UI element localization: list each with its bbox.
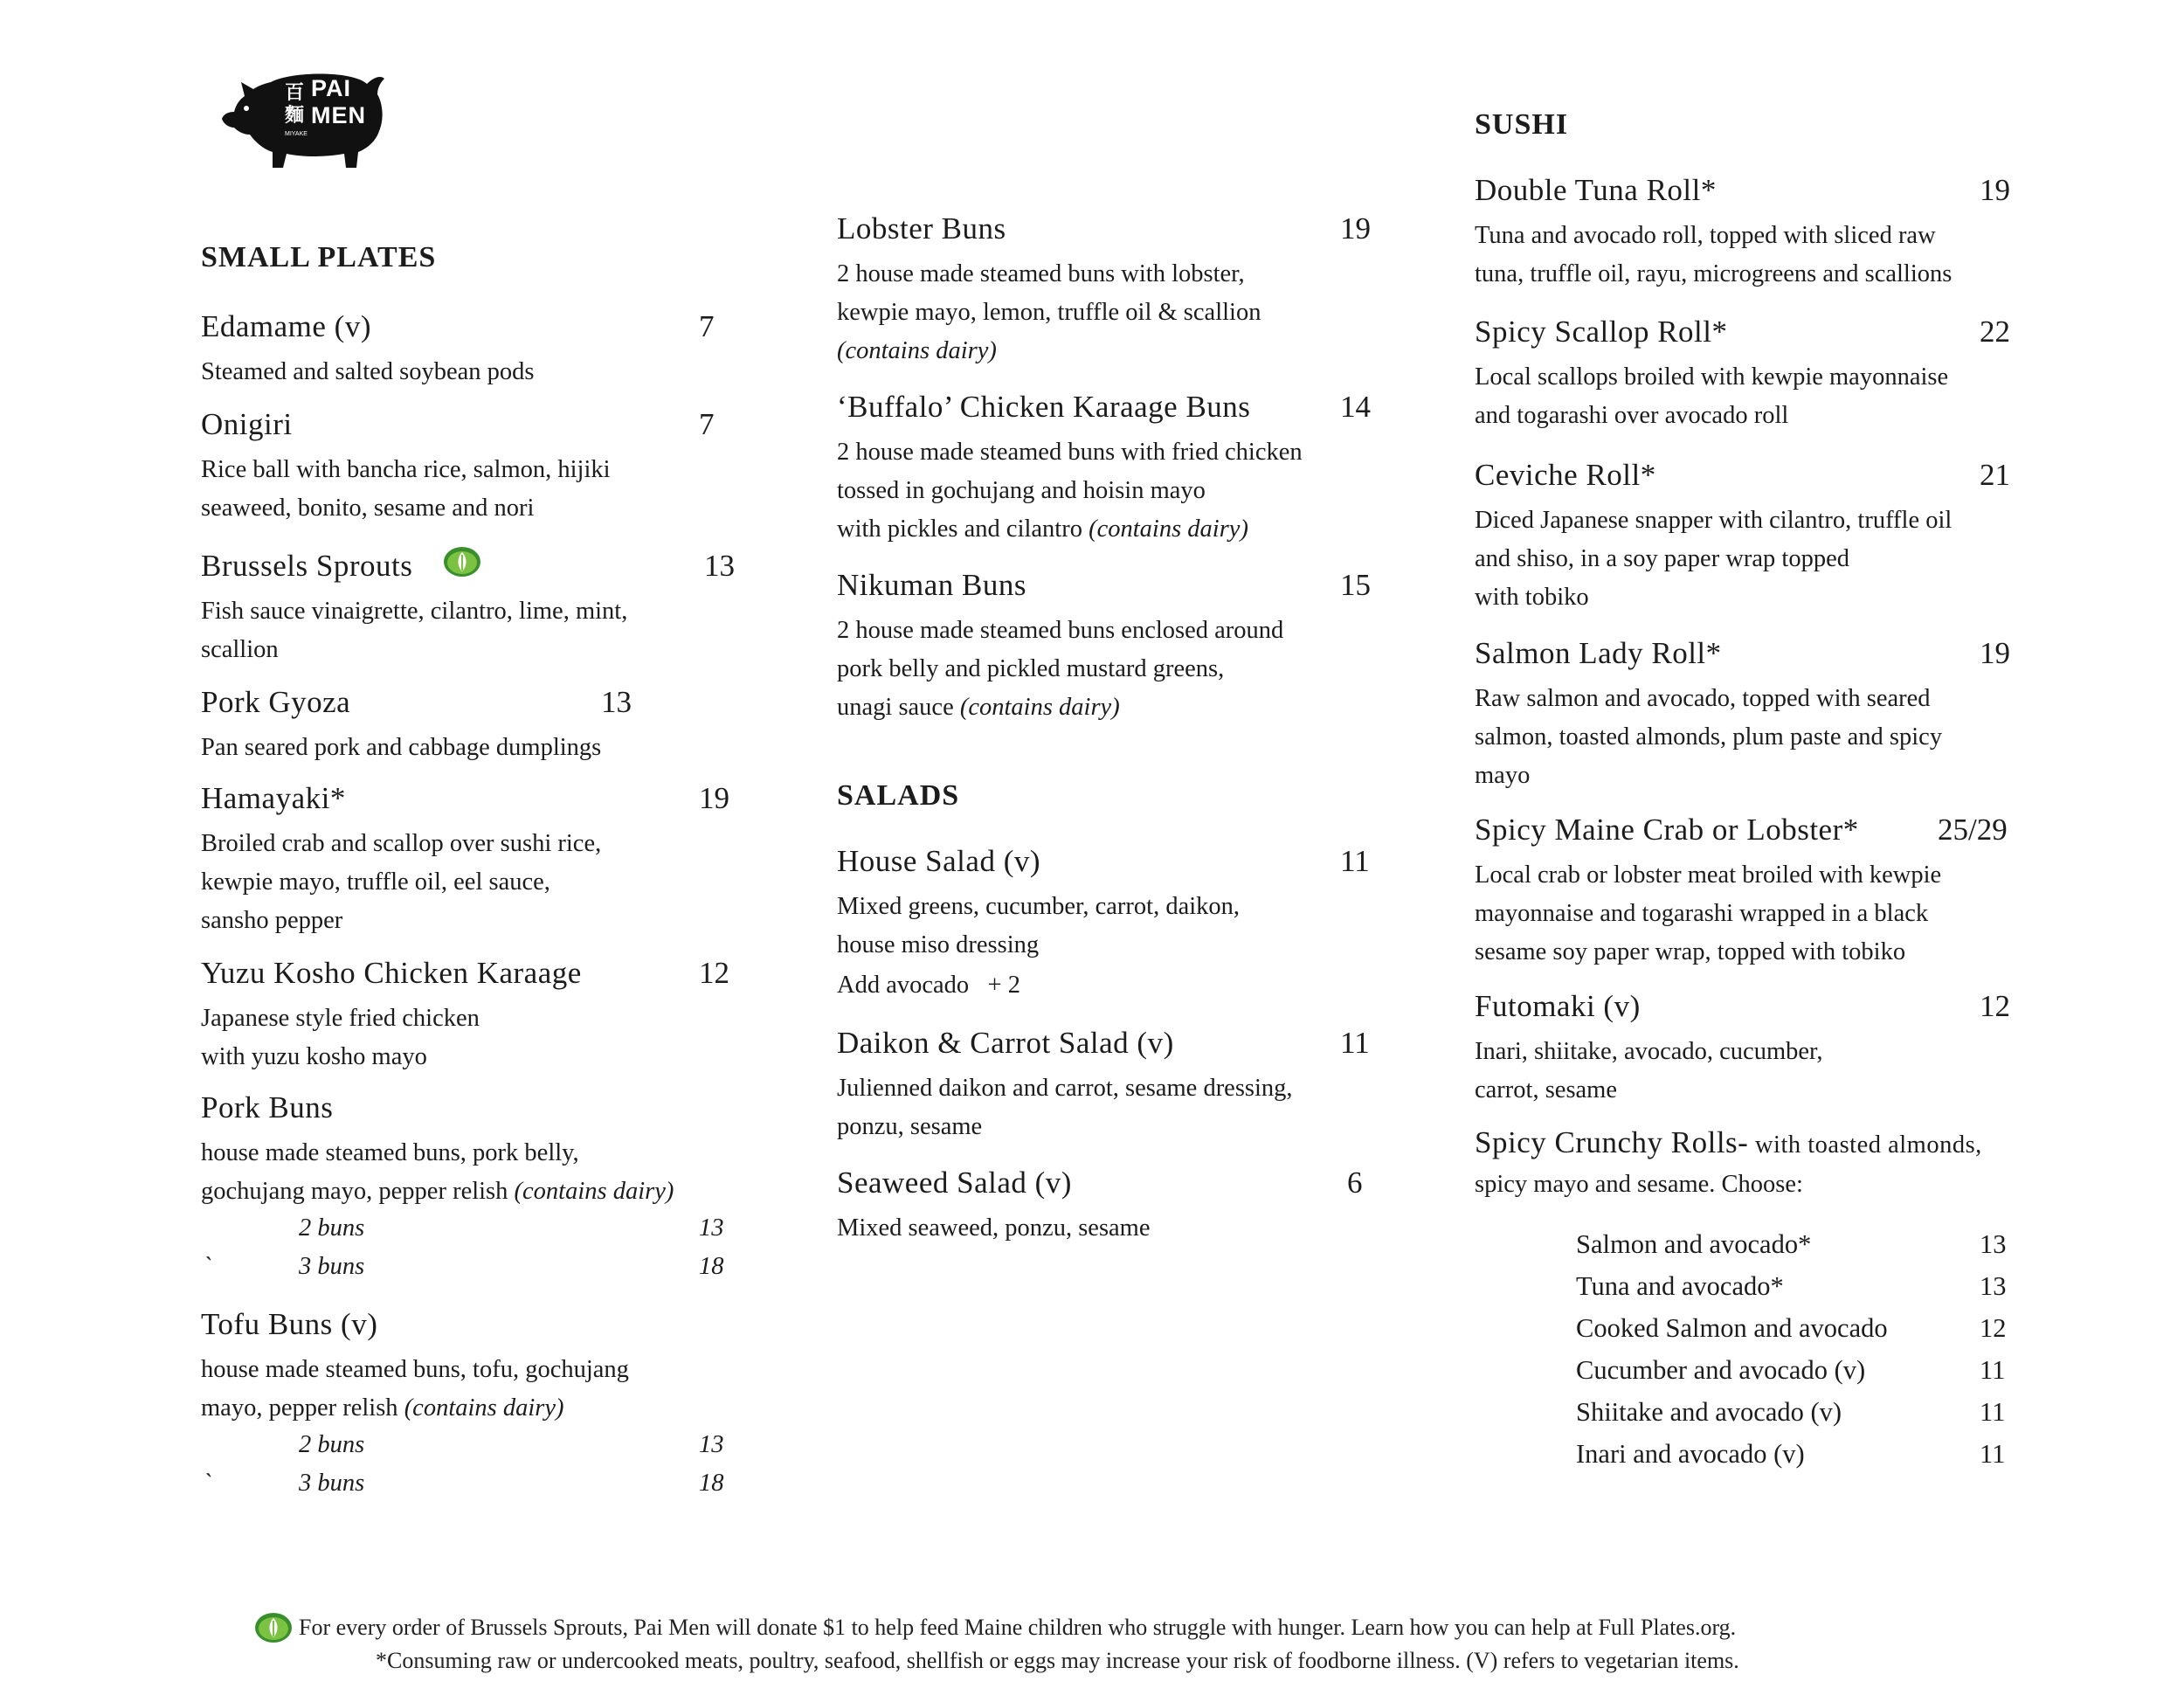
choice-label: Inari and avocado (v)	[1576, 1439, 1805, 1469]
choice-price: 12	[1980, 1313, 2007, 1343]
choice-label: Shiitake and avocado (v)	[1576, 1397, 1842, 1427]
item-price: 13	[601, 685, 632, 719]
item-description: Diced Japanese snapper with cilantro, truffle oil and shiso, in a soy paper wrap topped with tobiko	[1475, 507, 1952, 611]
item-price: 11	[1340, 844, 1370, 878]
item-price: 19	[699, 781, 729, 815]
contains-dairy-note: (contains dairy)	[837, 337, 997, 364]
logo-small-text: MIYAKE	[285, 131, 308, 137]
item-price: 13	[704, 549, 735, 583]
item-price: 15	[1340, 568, 1371, 602]
item-price: 21	[1980, 458, 2010, 492]
item-description: Steamed and salted soybean pods	[201, 358, 535, 385]
item-description: Mixed greens, cucumber, carrot, daikon, house miso dressing Add avocado + 2	[837, 888, 1240, 1005]
item-name: Ceviche Roll*	[1475, 458, 1656, 492]
item-price: 11	[1340, 1026, 1370, 1060]
contains-dairy-note: (contains dairy)	[959, 694, 1120, 721]
item-description: Julienned daikon and carrot, sesame dressing, ponzu, sesame	[837, 1075, 1293, 1140]
contains-dairy-note: (contains dairy)	[514, 1178, 674, 1205]
item-description: Fish sauce vinaigrette, cilantro, lime, mint, scallion	[201, 598, 628, 663]
item-description: house made steamed buns, pork belly, gochujang mayo, pepper relish (contains dairy)	[201, 1139, 674, 1205]
pai-men-pig-logo	[220, 65, 391, 173]
item-name: Brussels Sprouts	[201, 549, 413, 583]
item-name: Edamame (v)	[201, 309, 371, 343]
item-name: Onigiri	[201, 407, 293, 441]
item-name: Daikon & Carrot Salad (v)	[837, 1026, 1174, 1060]
item-description: 2 house made steamed buns enclosed around pork belly and pickled mustard greens, unagi sauce (contains dairy)	[837, 617, 1284, 721]
item-name: Tofu Buns (v)	[201, 1307, 378, 1341]
item-name: Futomaki (v)	[1475, 989, 1641, 1023]
contains-dairy-note: (contains dairy)	[1089, 515, 1248, 543]
item-description: 2 house made steamed buns with fried chicken tossed in gochujang and hoisin mayo with pickles and cilantro (contains dairy)	[837, 439, 1303, 543]
contains-dairy-note: (contains dairy)	[404, 1394, 564, 1422]
logo-cjk-text: 百 麵	[285, 82, 305, 127]
item-description: 2 house made steamed buns with lobster, kewpie mayo, lemon, truffle oil & scallion (contains dairy)	[837, 255, 1261, 370]
item-description: Local crab or lobster meat broiled with kewpie mayonnaise and togarashi wrapped in a black sesame soy paper wrap, topped with tobiko	[1475, 861, 1942, 965]
item-name: Seaweed Salad (v)	[837, 1166, 1072, 1200]
item-price: 19	[1340, 211, 1371, 246]
item-description: Inari, shiitake, avocado, cucumber, carrot, sesame	[1475, 1038, 1823, 1103]
item-name: ‘Buffalo’ Chicken Karaage Buns	[837, 390, 1251, 424]
item-name: Hamayaki*	[201, 781, 346, 815]
item-price: 7	[699, 407, 715, 441]
item-name: Double Tuna Roll*	[1475, 173, 1717, 207]
item-price: 22	[1980, 315, 2010, 349]
item-description: Tuna and avocado roll, topped with sliced raw tuna, truffle oil, rayu, microgreens and scallions	[1475, 222, 1952, 287]
item-name: Nikuman Buns	[837, 568, 1026, 602]
item-price: 14	[1340, 390, 1371, 424]
item-description: Mixed seaweed, ponzu, sesame	[837, 1214, 1151, 1242]
section-heading-salads: SALADS	[837, 779, 960, 812]
item-name: Yuzu Kosho Chicken Karaage	[201, 956, 582, 990]
footer-health-disclaimer: *Consuming raw or undercooked meats, poultry, seafood, shellfish or eggs may increase your risk of foodborne illness. (V) refers to vegetarian items.	[376, 1648, 1739, 1673]
choice-label: Tuna and avocado*	[1576, 1271, 1784, 1301]
choice-label: Salmon and avocado*	[1576, 1229, 1812, 1259]
item-description: Broiled crab and scallop over sushi rice, kewpie mayo, truffle oil, eel sauce, sansho pepper	[201, 830, 602, 934]
item-name: Spicy Scallop Roll*	[1475, 315, 1728, 349]
item-description: Raw salmon and avocado, topped with seared salmon, toasted almonds, plum paste and spicy mayo	[1475, 685, 1943, 789]
item-description: Local scallops broiled with kewpie mayonnaise and togarashi over avocado roll	[1475, 363, 1949, 429]
choice-price: 13	[1980, 1271, 2007, 1301]
full-plates-leaf-icon	[442, 543, 482, 578]
choice-price: 13	[1980, 1229, 2007, 1259]
item-description: Rice ball with bancha rice, salmon, hijiki seaweed, bonito, sesame and nori	[201, 456, 611, 522]
item-description: Pan seared pork and cabbage dumplings	[201, 734, 602, 761]
item-price: 6	[1347, 1166, 1363, 1200]
item-description: spicy mayo and sesame. Choose:	[1475, 1171, 1803, 1198]
item-name: Pork Buns	[201, 1090, 334, 1124]
footer-donation-note: For every order of Brussels Sprouts, Pai Men will donate $1 to help feed Maine children who struggle with hunger. Learn how you can help at Full Plates.org.	[299, 1615, 1737, 1640]
section-heading-sushi: SUSHI	[1475, 108, 1569, 141]
choice-price: 11	[1980, 1439, 2006, 1469]
choice-label: Cucumber and avocado (v)	[1576, 1355, 1866, 1385]
logo-brand-text: PAI MEN	[311, 75, 366, 128]
section-heading-small-plates: SMALL PLATES	[201, 241, 437, 273]
item-price: 19	[1980, 173, 2010, 207]
item-name: Lobster Buns	[837, 211, 1006, 246]
add-avocado-option: Add avocado + 2	[837, 972, 1020, 999]
choice-label: Cooked Salmon and avocado	[1576, 1313, 1888, 1343]
item-name: Spicy Maine Crab or Lobster*	[1475, 813, 1859, 847]
choice-price: 11	[1980, 1397, 2006, 1427]
full-plates-leaf-icon	[253, 1609, 294, 1644]
item-name: Pork Gyoza	[201, 685, 351, 719]
item-name: House Salad (v)	[837, 844, 1041, 878]
item-price: 25/29	[1938, 813, 2008, 847]
choice-price: 11	[1980, 1355, 2006, 1385]
item-price: 7	[699, 309, 715, 343]
item-name: Salmon Lady Roll*	[1475, 636, 1722, 670]
item-price: 12	[1980, 989, 2010, 1023]
item-description: house made steamed buns, tofu, gochujang mayo, pepper relish (contains dairy)	[201, 1356, 629, 1422]
item-name: Spicy Crunchy Rolls- with toasted almonds,	[1475, 1125, 1982, 1159]
item-price: 19	[1980, 636, 2010, 670]
item-description: Japanese style fried chicken with yuzu kosho mayo	[201, 1005, 480, 1070]
item-price: 12	[699, 956, 729, 990]
